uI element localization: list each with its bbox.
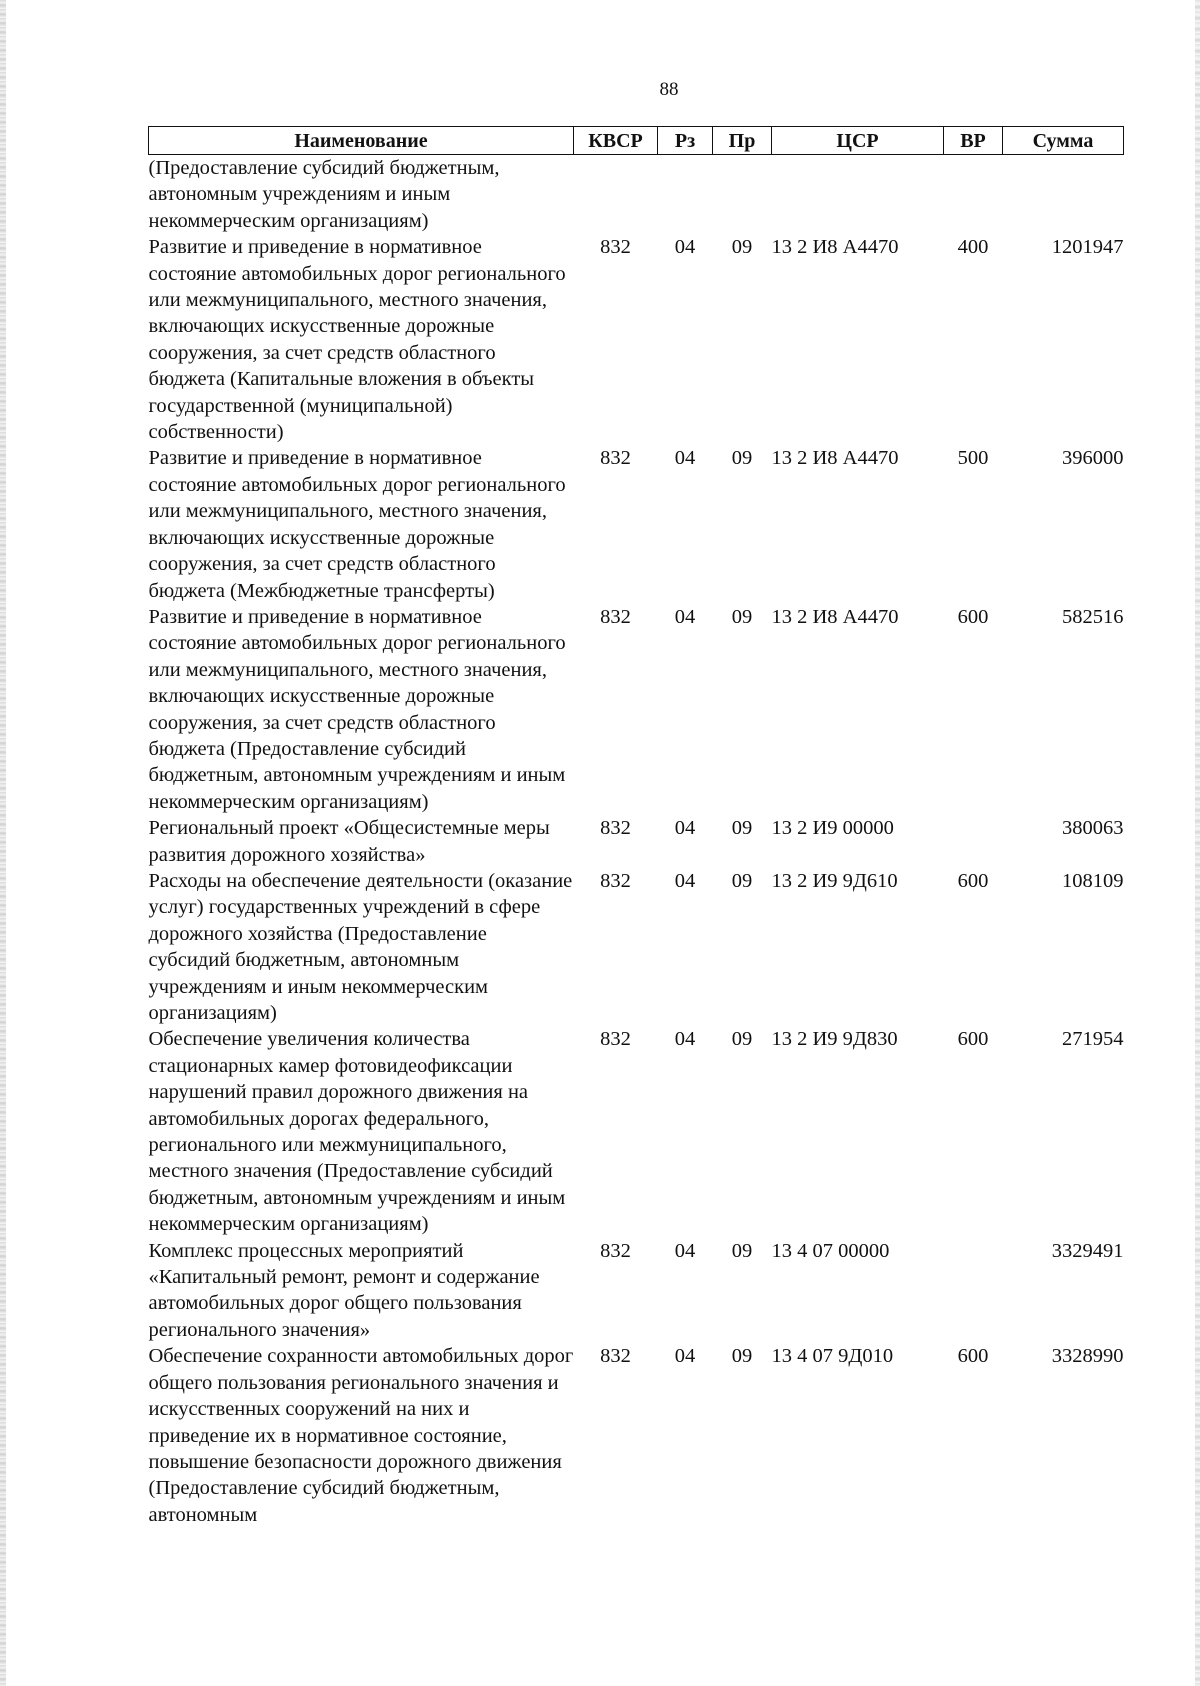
cell-kvsr: 832: [600, 236, 631, 259]
cell-vr: [944, 155, 1003, 235]
cell-kvsr: 832: [600, 605, 631, 628]
cell-kvsr: 832: [600, 869, 631, 892]
cell-sum: 271954: [1062, 1028, 1124, 1051]
cell-kvsr: 832: [600, 447, 631, 470]
cell-kvsr: 832: [600, 1345, 631, 1368]
cell-sum: 380063: [1062, 817, 1124, 840]
cell-pr: 09: [731, 1345, 753, 1368]
cell-sum: 396000: [1062, 447, 1124, 470]
cell-csr: 13 2 И9 9Д830: [771, 1028, 898, 1051]
cell-csr: 13 4 07 9Д010: [771, 1345, 894, 1368]
cell-name: Региональный проект «Общесистемные меры развития дорожного хозяйства»: [148, 817, 550, 866]
cell-kvsr: [574, 155, 658, 235]
table-row: [149, 1343, 1124, 1528]
cell-rz: 04: [674, 236, 696, 259]
table-row: [149, 1026, 1124, 1237]
table-row: [149, 1238, 1124, 1344]
table-body: [149, 155, 1124, 1529]
cell-vr: 600: [957, 869, 989, 892]
cell-vr: 600: [957, 1028, 989, 1051]
cell-csr: 13 2 И8 А4470: [771, 447, 899, 470]
cell-csr: 13 2 И8 А4470: [771, 605, 899, 628]
cell-sum: 3328990: [1051, 1345, 1124, 1368]
cell-csr: 13 4 07 00000: [771, 1239, 890, 1262]
cell-name: (Предоставление субсидий бюджетным, автономным учреждениям и иным некоммерческим организациям): [148, 157, 500, 232]
header-csr: ЦСР: [772, 127, 944, 155]
cell-kvsr: 832: [600, 1239, 631, 1262]
cell-rz: 04: [674, 1028, 696, 1051]
cell-sum: 1201947: [1051, 236, 1124, 259]
cell-csr: 13 2 И9 00000: [771, 817, 894, 840]
cell-vr: [944, 815, 1003, 868]
cell-pr: 09: [731, 1028, 753, 1051]
cell-pr: 09: [731, 869, 753, 892]
cell-pr: 09: [731, 447, 753, 470]
budget-table: [148, 126, 1124, 1528]
cell-pr: [713, 155, 772, 235]
header-row: [149, 127, 1124, 155]
header-vr: ВР: [944, 127, 1003, 155]
table-header: [149, 127, 1124, 155]
cell-name: Развитие и приведение в нормативное состояние автомобильных дорог регионального или межмуниципального, местного значения, включающих искусственные дорожные сооружения, за счет средств областного бюджета (Предоставление субсидий бюджетным, автономным учреждениям и иным некоммерческим организациям): [148, 605, 566, 813]
cell-pr: 09: [731, 817, 753, 840]
cell-rz: 04: [674, 869, 696, 892]
cell-vr: 600: [957, 1345, 989, 1368]
cell-vr: [944, 1238, 1003, 1344]
cell-kvsr: 832: [600, 817, 631, 840]
cell-rz: 04: [674, 1345, 696, 1368]
table-row: [149, 234, 1124, 445]
cell-sum: 582516: [1062, 605, 1124, 628]
header-name: Наименование: [149, 127, 574, 155]
cell-name: Обеспечение увеличения количества стационарных камер фотовидеофиксации нарушений правил дорожного движения на автомобильных дорогах федерального, регионального или межмуниципального, местного значения (Предоставление субсидий бюджетным, автономным учреждениям и иным некоммерческим организациям): [148, 1028, 566, 1236]
cell-vr: 500: [957, 447, 989, 470]
header-rz: Рз: [658, 127, 713, 155]
cell-vr: 600: [957, 605, 989, 628]
table-row: [149, 604, 1124, 815]
scan-edge-left: [0, 0, 6, 1686]
header-pr: Пр: [713, 127, 772, 155]
table-row: [149, 868, 1124, 1026]
page-number: 88: [659, 79, 679, 100]
cell-rz: 04: [674, 817, 696, 840]
cell-sum: 108109: [1062, 869, 1124, 892]
table-row: [149, 155, 1124, 235]
cell-csr: 13 2 И8 А4470: [771, 236, 899, 259]
header-sum: Сумма: [1003, 127, 1124, 155]
table-row: [149, 445, 1124, 603]
cell-name: Расходы на обеспечение деятельности (оказание услуг) государственных учреждений в сфере дорожного хозяйства (Предоставление субсидий бюджетным, автономным учреждениям и иным некоммерческим организациям): [148, 869, 573, 1024]
cell-name: Развитие и приведение в нормативное состояние автомобильных дорог регионального или межмуниципального, местного значения, включающих искусственные дорожные сооружения, за счет средств областного бюджета (Межбюджетные трансферты): [148, 447, 566, 602]
cell-csr: 13 2 И9 9Д610: [771, 869, 898, 892]
cell-name: Развитие и приведение в нормативное состояние автомобильных дорог регионального или межмуниципального, местного значения, включающих искусственные дорожные сооружения, за счет средств областного бюджета (Капитальные вложения в объекты государственной (муниципальной) собственности): [148, 236, 566, 444]
table-row: [149, 815, 1124, 868]
cell-name: Комплекс процессных мероприятий «Капитальный ремонт, ремонт и содержание автомобильных дорог общего пользования регионального значения»: [148, 1239, 540, 1341]
cell-rz: [658, 155, 713, 235]
cell-sum: [1003, 155, 1124, 235]
cell-sum: 3329491: [1051, 1239, 1124, 1262]
cell-pr: 09: [731, 236, 753, 259]
scan-edge-right: [1195, 0, 1200, 1686]
cell-rz: 04: [674, 447, 696, 470]
cell-vr: 400: [957, 236, 989, 259]
cell-csr: [772, 155, 944, 235]
cell-name: Обеспечение сохранности автомобильных дорог общего пользования регионального значения и искусственных сооружений на них и приведение их в нормативное состояние, повышение безопасности дорожного движения (Предоставление субсидий бюджетным, автономным: [148, 1345, 574, 1526]
cell-kvsr: 832: [600, 1028, 631, 1051]
header-kvsr: КВСР: [574, 127, 658, 155]
cell-pr: 09: [731, 1239, 753, 1262]
cell-rz: 04: [674, 1239, 696, 1262]
cell-rz: 04: [674, 605, 696, 628]
cell-pr: 09: [731, 605, 753, 628]
